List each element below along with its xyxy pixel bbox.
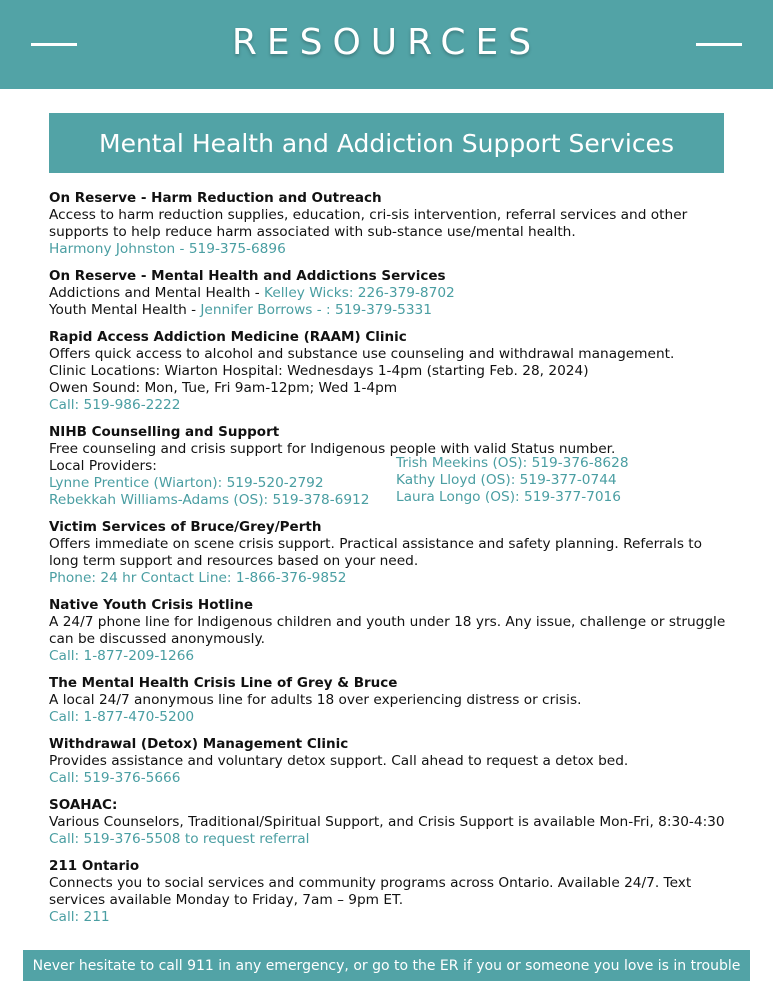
providers-right [396,455,726,509]
entry-contact[interactable]: Harmony Johnston - 519-375-6896 [49,241,286,257]
entry-contact[interactable]: Phone: 24 hr Contact Line: 1-866-376-9852 [49,570,347,586]
banner-line-right [696,43,742,46]
entry-soahac [49,797,739,848]
entry-description: Provides assistance and voluntary detox support. Call ahead to request a detox bed. [49,753,629,769]
entry-description: Owen Sound: Mon, Tue, Fri 9am-12pm; Wed 1-4pm [49,380,398,396]
entry-title: 211 Ontario [49,858,140,874]
entry-contact[interactable]: Call: 519-986-2222 [49,397,181,413]
providers [49,455,739,509]
section-header [49,113,724,173]
resource-list [49,190,739,936]
entry-description: Free counseling and crisis support for Indigenous people with valid Status number. [49,441,616,457]
entry-title: SOAHAC: [49,797,118,813]
entry-211-ontario [49,858,739,926]
entry-label: Addictions and Mental Health - [49,285,265,301]
providers-left [49,455,396,509]
entry-description: can be discussed anonymously. [49,631,265,647]
provider-contact[interactable]: Lynne Prentice (Wiarton): 519-520-2792 [49,475,324,491]
entry-victim-services [49,519,739,587]
entry-title: On Reserve - Harm Reduction and Outreach [49,190,382,206]
entry-line [49,302,739,319]
entry-title: NIHB Counselling and Support [49,424,280,440]
provider-contact[interactable]: Trish Meekins (OS): 519-376-8628 [396,455,629,471]
section-title: Mental Health and Addiction Support Services [99,128,674,158]
page-title: RESOURCES [231,22,542,63]
entry-title: On Reserve - Mental Health and Addictions Services [49,268,446,284]
entry-description: Access to harm reduction supplies, education, cri-sis intervention, referral services and other [49,207,688,223]
entry-label: Youth Mental Health - [49,302,201,318]
entry-contact[interactable]: Jennifer Borrows - : 519-379-5331 [200,302,432,318]
entry-description: Offers immediate on scene crisis support. Practical assistance and safety planning. Referrals to [49,536,703,552]
top-banner [0,0,773,89]
entry-title: Rapid Access Addiction Medicine (RAAM) Clinic [49,329,407,345]
entry-description: long term support and resources based on your need. [49,553,419,569]
entry-contact[interactable]: Call: 211 [49,909,110,925]
entry-youth-hotline [49,597,739,665]
entry-description: Various Counselors, Traditional/Spiritual Support, and Crisis Support is available Mon-Fri, 8:30-4:30 [49,814,725,830]
entry-detox [49,736,739,787]
providers-label: Local Providers: [49,458,157,474]
entry-contact[interactable]: Kelley Wicks: 226-379-8702 [264,285,455,301]
entry-crisis-line [49,675,739,726]
entry-description: supports to help reduce harm associated with sub-stance use/mental health. [49,224,576,240]
entry-contact[interactable]: Call: 1-877-470-5200 [49,709,195,725]
provider-contact[interactable]: Kathy Lloyd (OS): 519-377-0744 [396,472,617,488]
entry-raam [49,329,739,414]
entry-description: services available Monday to Friday, 7am – 9pm ET. [49,892,404,908]
entry-contact[interactable]: Call: 1-877-209-1266 [49,648,195,664]
footer-banner [23,950,750,981]
entry-nihb [49,424,739,509]
entry-title: Victim Services of Bruce/Grey/Perth [49,519,322,535]
entry-title: The Mental Health Crisis Line of Grey & Bruce [49,675,398,691]
entry-description: Clinic Locations: Wiarton Hospital: Wednesdays 1-4pm (starting Feb. 28, 2024) [49,363,589,379]
footer-text: Never hesitate to call 911 in any emergency, or go to the ER if you or someone you love is in trouble [32,957,741,974]
entry-contact[interactable]: Call: 519-376-5666 [49,770,181,786]
entry-description: Offers quick access to alcohol and substance use counseling and withdrawal management. [49,346,675,362]
provider-contact[interactable]: Rebekkah Williams-Adams (OS): 519-378-6912 [49,492,370,508]
entry-title: Native Youth Crisis Hotline [49,597,253,613]
provider-contact[interactable]: Laura Longo (OS): 519-377-7016 [396,489,621,505]
entry-title: Withdrawal (Detox) Management Clinic [49,736,349,752]
entry-mh-addictions [49,268,739,319]
entry-harm-reduction [49,190,739,258]
entry-line [49,285,739,302]
entry-description: Connects you to social services and community programs across Ontario. Available 24/7. Text [49,875,692,891]
entry-contact[interactable]: Call: 519-376-5508 to request referral [49,831,310,847]
entry-description: A 24/7 phone line for Indigenous children and youth under 18 yrs. Any issue, challenge or struggle [49,614,726,630]
entry-description: A local 24/7 anonymous line for adults 18 over experiencing distress or crisis. [49,692,582,708]
